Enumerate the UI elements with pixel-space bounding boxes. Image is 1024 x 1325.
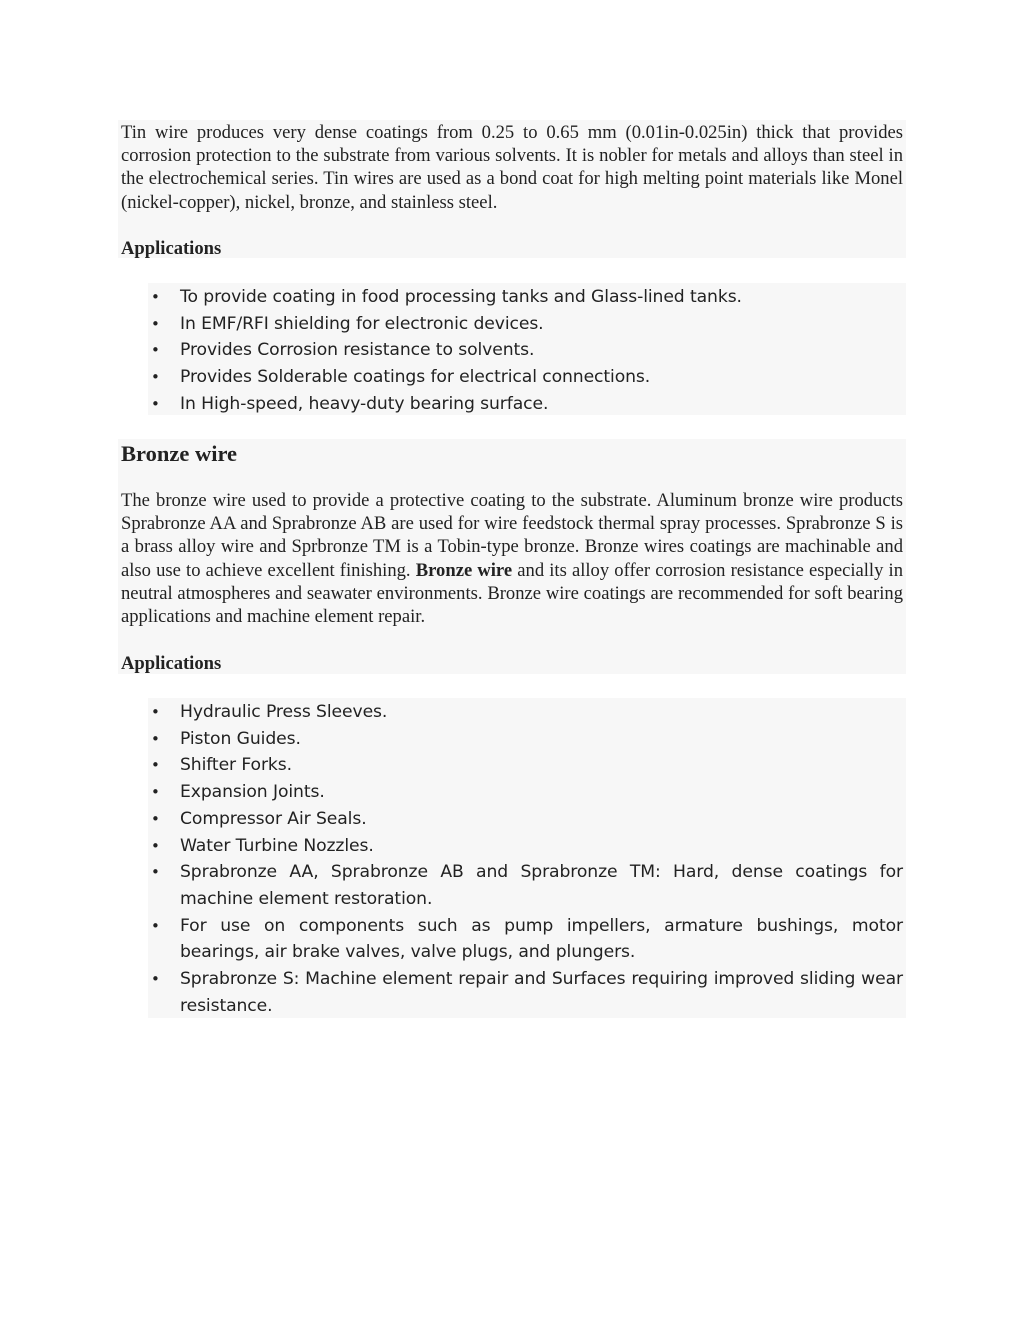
list-item (148, 966, 903, 1019)
bullet-icon: • (151, 703, 160, 721)
bronze-paragraph-part1: The bronze wire used to provide a protective coating to the substrate. Aluminum bronze wire products Sprabronze AA and Sprabronze AB are used for wire feedstock thermal spray processes. Sprabronze S is a brass alloy wire and Sprbronze TM is a Tobin-type bronze. Bronze wires coatings are machinable and also use to achieve excellent finishing. (121, 490, 903, 581)
bronze-wire-paragraph (121, 489, 903, 628)
bronze-wire-bold-term: Bronze wire (415, 559, 513, 581)
bronze-intro-block (118, 439, 906, 674)
list-item-text: Sprabronze S: Machine element repair and Surfaces requiring improved sliding wear resistance. (180, 969, 903, 1016)
list-item (148, 833, 903, 860)
tin-applications-list (148, 284, 903, 418)
bronze-paragraph-part2: and its alloy offer corrosion resistance especially in neutral atmospheres and seawater environments. Bronze wire coatings are recommended for soft bearing applications and machine element repair. (121, 559, 904, 628)
bullet-icon: • (151, 916, 160, 935)
tin-wire-paragraph: Tin wire produces very dense coatings from 0.25 to 0.65 mm (0.01in-0.025in) thick that provides corrosion protection to the substrate from various solvents. It is nobler for metals and alloys than steel in the electrochemical series. Tin wires are used as a bond coat for high melting point materials like Monel (nickel-copper), nickel, bronze, and stainless steel. (121, 122, 903, 213)
list-item (148, 913, 903, 966)
list-item-text: To provide coating in food processing tanks and Glass-lined tanks. (180, 287, 742, 307)
list-item-text: Expansion Joints. (180, 782, 325, 803)
bullet-icon: • (151, 863, 160, 882)
bullet-icon: • (151, 341, 160, 360)
bullet-icon: • (151, 729, 160, 748)
bullet-icon: • (151, 809, 160, 828)
tin-applications-heading: Applications (121, 238, 222, 259)
list-item (148, 859, 903, 912)
list-item (148, 779, 903, 806)
list-item (148, 364, 903, 391)
list-item (148, 699, 903, 726)
list-item (148, 284, 903, 311)
bronze-applications-block (148, 698, 906, 1018)
bullet-icon: • (151, 288, 160, 306)
bronze-wire-heading: Bronze wire (121, 441, 238, 466)
list-item-text: Compressor Air Seals. (180, 808, 367, 829)
list-item (148, 391, 903, 418)
list-item-text: Provides Corrosion resistance to solvents. (180, 340, 535, 361)
list-item-text: Hydraulic Press Sleeves. (180, 702, 388, 722)
bullet-icon: • (151, 756, 160, 775)
tin-intro-block (118, 120, 906, 258)
bullet-icon: • (151, 783, 160, 802)
list-item-text: Provides Solderable coatings for electrical connections. (180, 367, 651, 388)
list-item-text: Shifter Forks. (180, 755, 292, 776)
list-item (148, 806, 903, 833)
list-item-text: In EMF/RFI shielding for electronic devices. (180, 313, 544, 334)
bullet-icon: • (151, 314, 160, 333)
list-item (148, 337, 903, 364)
list-item-text: Water Turbine Nozzles. (180, 835, 374, 856)
bullet-icon: • (151, 394, 160, 413)
list-item-text: In High-speed, heavy-duty bearing surface. (180, 393, 549, 414)
list-item (148, 752, 903, 779)
bronze-applications-heading: Applications (121, 653, 222, 674)
bullet-icon: • (151, 368, 160, 387)
bronze-applications-list (148, 699, 903, 1019)
tin-applications-block (148, 283, 906, 415)
list-item-text: Sprabronze AA, Sprabronze AB and Sprabronze TM: Hard, dense coatings for machine element restoration. (180, 862, 903, 909)
list-item (148, 311, 903, 338)
bullet-icon: • (151, 970, 160, 989)
list-item-text: For use on components such as pump impellers, armature bushings, motor bearings, air brake valves, valve plugs, and plungers. (180, 915, 903, 963)
list-item-text: Piston Guides. (180, 728, 301, 749)
list-item (148, 726, 903, 753)
bullet-icon: • (151, 836, 160, 855)
